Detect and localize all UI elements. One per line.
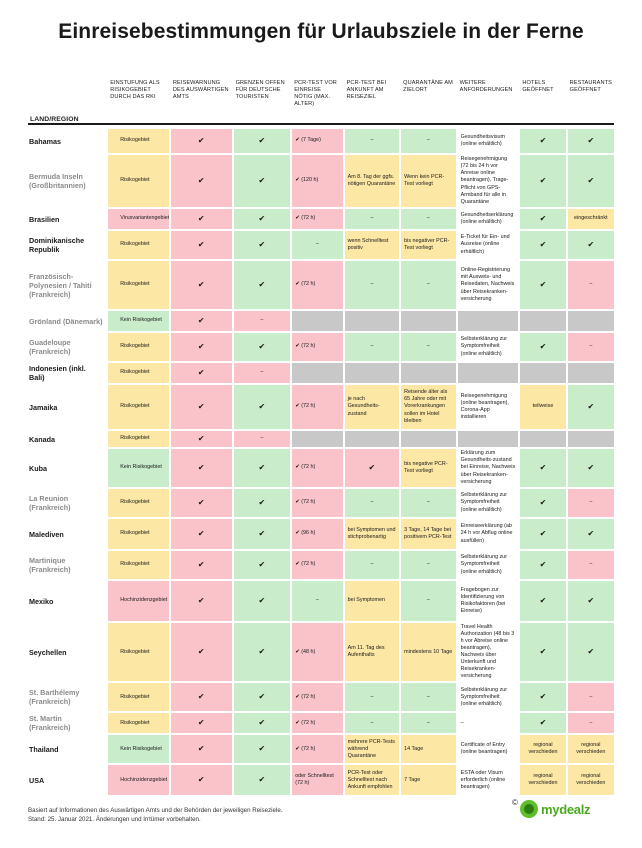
table-cell: ✔	[171, 231, 232, 259]
table-cell: ✔	[520, 155, 565, 207]
table-cell: ✔	[234, 735, 291, 763]
table-cell: ✔	[171, 129, 232, 153]
table-cell: ✔ (72 h)	[292, 261, 342, 309]
table-cell: ✔	[520, 231, 565, 259]
table-cell: ✔ (48 h)	[292, 623, 342, 681]
table-cell: regional verschieden	[568, 765, 614, 795]
page-title: Einreisebestimmungen für Urlaubsziele in der Ferne	[58, 20, 584, 43]
table-cell: ✔	[234, 765, 291, 795]
country-name: Bermuda Inseln (Großbritannien)	[28, 155, 106, 207]
table-cell: Selbsterklärung zur Symptomfreiheit (online erhältlich)	[458, 489, 519, 517]
table-cell: ✔	[234, 231, 291, 259]
table-row	[28, 363, 614, 383]
table-cell: Am 8. Tag der ggfs. nötigen Quarantäne	[345, 155, 400, 207]
table-cell: eingeschränkt	[568, 209, 614, 229]
table-cell: –	[401, 551, 456, 579]
table-cell	[458, 431, 519, 447]
table-cell: ✔	[568, 385, 614, 429]
table-cell: Reisende älter als 65 Jahre oder mit Vorerkrankungen sollen im Hotel bleiben	[401, 385, 456, 429]
table-cell: –	[401, 333, 456, 361]
table-cell: ✔	[234, 551, 291, 579]
table-cell: Kein Risikogebiet	[108, 735, 169, 763]
table-cell: ✔	[234, 209, 291, 229]
table-cell: Risikogebiet	[108, 519, 169, 549]
table-cell: –	[401, 489, 456, 517]
table-cell: 7 Tage	[401, 765, 456, 795]
table-cell: Risikogebiet	[108, 551, 169, 579]
table-cell: –	[401, 713, 456, 733]
table-cell: ✔	[171, 431, 232, 447]
table-row	[28, 209, 614, 229]
copyright-symbol: ©	[512, 798, 518, 807]
column-header: GRENZEN OFFEN FÜR DEUTSCHE TOURISTEN	[235, 80, 285, 100]
table-cell: ✔ (72 h)	[292, 333, 342, 361]
table-row	[28, 449, 614, 487]
table-cell: ✔	[171, 311, 232, 331]
table-cell: Risikogebiet	[108, 129, 169, 153]
footer-note	[28, 806, 428, 825]
table-cell: Gesundheitsvisum (online erhältlich)	[458, 129, 519, 153]
table-cell	[292, 363, 342, 383]
table-cell: –	[292, 581, 342, 621]
country-name: Mexiko	[28, 581, 106, 621]
country-name: Kuba	[28, 449, 106, 487]
table-cell: oder Schnelltest (72 h)	[292, 765, 342, 795]
table-cell: –	[345, 683, 400, 711]
table-cell: Gesundheitserklärung (online erhältlich)	[458, 209, 519, 229]
country-name: Französisch-Polynesien / Tahiti (Frankreich)	[28, 261, 106, 309]
table-cell: ✔	[171, 489, 232, 517]
column-header: RESTAURANTS GEÖFFNET	[569, 80, 612, 93]
table-cell: –	[345, 489, 400, 517]
table-cell: ✔	[234, 581, 291, 621]
table-cell: Erklärung zum Gesundheits-zustand bei Einreise, Nachweis über Reisekranken-versicherung	[458, 449, 519, 487]
table-cell: Kein Risikogebiet	[108, 311, 169, 331]
table-cell: bei Symptomen und stichprobenartig	[345, 519, 400, 549]
country-name: Seychellen	[28, 623, 106, 681]
table-row	[28, 489, 614, 517]
table-cell: –	[568, 489, 614, 517]
table-cell: Am 11. Tag des Aufenthalts	[345, 623, 400, 681]
country-name: Dominikanische Republik	[28, 231, 106, 259]
table-cell: Risikogebiet	[108, 623, 169, 681]
country-name: USA	[28, 765, 106, 795]
table-cell: ✔	[234, 519, 291, 549]
table-cell: Risikogebiet	[108, 385, 169, 429]
table-cell: ✔	[520, 261, 565, 309]
table-cell: ✔	[520, 333, 565, 361]
table-row	[28, 581, 614, 621]
footer-date: Stand: 25. Januar 2021. Änderungen und Irrtümer vorbehalten.	[28, 816, 201, 824]
table-cell	[401, 363, 456, 383]
footer-source: Basiert auf Informationen des Auswärtigen Amts und der Behörden der jeweiligen Reiseziele.	[28, 807, 283, 814]
table-cell: ✔	[171, 449, 232, 487]
table-cell: ✔ (96 h)	[292, 519, 342, 549]
table-cell: –	[568, 261, 614, 309]
table-cell	[345, 363, 400, 383]
table-row	[28, 231, 614, 259]
table-cell: ✔	[234, 449, 291, 487]
table-cell: Travel Health Authorization (48 bis 3 h vor Abreise online beantragen), Nachweis über Unterkunft und Reisekranken-versicherung	[458, 623, 519, 681]
table-cell	[568, 363, 614, 383]
table-cell: ✔	[171, 683, 232, 711]
table-cell: ✔	[345, 449, 400, 487]
table-row	[28, 311, 614, 331]
country-name: Bahamas	[28, 129, 106, 153]
table-cell: ✔	[171, 713, 232, 733]
table-cell: ✔	[568, 129, 614, 153]
country-name: Malediven	[28, 519, 106, 549]
table-cell: –	[345, 333, 400, 361]
table-cell: ✔	[520, 683, 565, 711]
table-cell: –	[401, 209, 456, 229]
table-cell: E-Ticket für Ein- und Ausreise (online erhältlich)	[458, 231, 519, 259]
table-cell: ✔	[520, 713, 565, 733]
table-cell: –	[234, 311, 291, 331]
table-cell: Online-Registrierung mit Ausweis- und Reisedaten, Nachweis über Reisekranken-versicherung	[458, 261, 519, 309]
table-cell	[292, 311, 342, 331]
column-header: EINSTUFUNG ALS RISIKOGEBIET DURCH DAS RKI	[110, 80, 160, 100]
table-cell	[345, 311, 400, 331]
table-cell: Hochinzidenzgebiet	[108, 581, 169, 621]
table-cell: ✔	[520, 489, 565, 517]
table-row	[28, 385, 614, 429]
table-cell: –	[345, 209, 400, 229]
table-cell: –	[292, 231, 342, 259]
country-name: St. Barthélemy (Frankreich)	[28, 683, 106, 711]
table-cell: regional verschieden	[520, 765, 565, 795]
table-cell: ✔	[520, 551, 565, 579]
table-cell: ✔ (72 h)	[292, 449, 342, 487]
table-cell: –	[568, 683, 614, 711]
table-cell	[401, 431, 456, 447]
table-cell: –	[401, 683, 456, 711]
table-cell: ✔	[171, 363, 232, 383]
table-cell	[401, 311, 456, 331]
table-row	[28, 129, 614, 153]
table-cell: ✔	[520, 581, 565, 621]
table-row	[28, 551, 614, 579]
table-cell: –	[345, 129, 400, 153]
table-cell: ✔	[171, 551, 232, 579]
table-cell	[458, 311, 519, 331]
table-cell: ✔	[568, 623, 614, 681]
table-cell: Selbsterklärung zur Symptomfreiheit (online erhältlich)	[458, 551, 519, 579]
column-header: LAND/REGION	[30, 115, 79, 123]
table-cell: Risikogebiet	[108, 683, 169, 711]
table-cell: ✔	[520, 623, 565, 681]
country-name: Indonesien (inkl. Bali)	[28, 363, 106, 383]
table-cell: Reisegenehmigung (72 bis 24 h vor Anreise online beantragen), Trage-Pflicht von GPS-Armband für alle in Quarantäne	[458, 155, 519, 207]
table-cell: ✔	[520, 519, 565, 549]
table-cell: Risikogebiet	[108, 363, 169, 383]
table-cell: ✔	[568, 581, 614, 621]
table-body	[28, 129, 614, 795]
column-header: PCR-TEST VOR EINREISE NÖTIG (MAX. ALTER)	[294, 80, 337, 107]
country-name: Thailand	[28, 735, 106, 763]
table-cell: ✔	[520, 129, 565, 153]
table-cell: Risikogebiet	[108, 489, 169, 517]
table-cell: ✔	[171, 209, 232, 229]
table-cell: ✔	[568, 231, 614, 259]
table-cell: 3 Tage, 14 Tage bei positivem PCR-Test	[401, 519, 456, 549]
table-cell: ✔ (72 h)	[292, 683, 342, 711]
table-cell: ✔	[171, 623, 232, 681]
table-cell: ✔	[171, 261, 232, 309]
table-cell: Risikogebiet	[108, 155, 169, 207]
table-cell: Certificate of Entry (online beantragen)	[458, 735, 519, 763]
table-cell: bis negativer PCR-Test vorliegt	[401, 231, 456, 259]
table-cell: 14 Tage	[401, 735, 456, 763]
table-cell: wenn Schnelltest positiv	[345, 231, 400, 259]
table-header-row	[28, 76, 614, 127]
table-cell: –	[401, 581, 456, 621]
column-header: REISEWARNUNG DES AUSWÄRTIGEN AMTS	[172, 80, 229, 100]
logo-text: mydealz	[541, 801, 591, 817]
table-cell: ✔	[234, 385, 291, 429]
country-name: Grönland (Dänemark)	[28, 311, 106, 331]
table-cell: PCR-Test oder Schnelltest nach Ankunft empfohlen	[345, 765, 400, 795]
table-cell: ✔	[171, 581, 232, 621]
table-cell: Risikogebiet	[108, 231, 169, 259]
mydealz-logo	[520, 800, 590, 818]
table-cell: ✔	[568, 449, 614, 487]
table-cell: ✔ (72 h)	[292, 713, 342, 733]
table-cell: ✔ (72 h)	[292, 735, 342, 763]
table-cell	[568, 311, 614, 331]
table-row	[28, 765, 614, 795]
table-cell: ✔	[520, 449, 565, 487]
entry-rules-table	[26, 74, 616, 797]
table-cell: ✔	[234, 333, 291, 361]
table-cell: ✔	[234, 489, 291, 517]
country-name: Brasilien	[28, 209, 106, 229]
table-cell: Risikogebiet	[108, 713, 169, 733]
table-cell	[458, 363, 519, 383]
table-cell: ✔ (7 Tage)	[292, 129, 342, 153]
table-cell: ✔	[520, 209, 565, 229]
table-cell: Einreiseerklärung (ab 24 h vor Abflug online ausfüllen)	[458, 519, 519, 549]
table-cell: je nach Gesundheits-zustand	[345, 385, 400, 429]
table-cell: –	[234, 363, 291, 383]
header-divider	[28, 123, 614, 125]
table-cell: ✔ (120 h)	[292, 155, 342, 207]
table-cell: Fragebogen zur Identifizierung von Risikofaktoren (bei Einreise)	[458, 581, 519, 621]
table-cell: ✔	[234, 129, 291, 153]
table-cell: ✔	[171, 155, 232, 207]
column-header: QUARANTÄNE AM ZIELORT	[403, 80, 453, 93]
table-cell: regional verschieden	[520, 735, 565, 763]
country-name: La Reunion (Frankreich)	[28, 489, 106, 517]
table-cell: Selbsterklärung zur Symptomfreiheit (online erhältlich)	[458, 333, 519, 361]
table-cell: Virusvariantengebiet	[108, 209, 169, 229]
table-cell: Hochinzidenzgebiet	[108, 765, 169, 795]
column-header: HOTELS GEÖFFNET	[522, 80, 554, 93]
table-cell: ✔	[171, 765, 232, 795]
table-cell: ✔	[234, 623, 291, 681]
table-row	[28, 333, 614, 361]
table-row	[28, 261, 614, 309]
table-cell	[345, 431, 400, 447]
table-cell: ✔ (72 h)	[292, 551, 342, 579]
table-cell: Reisegenehmigung (online beantragen), Corona-App installieren	[458, 385, 519, 429]
table-cell: ✔	[568, 519, 614, 549]
table-row	[28, 155, 614, 207]
table-cell	[520, 311, 565, 331]
country-name: Jamaika	[28, 385, 106, 429]
table-cell: Selbsterklärung zur Symptomfreiheit (online erhältlich)	[458, 683, 519, 711]
table-row	[28, 735, 614, 763]
country-name: Martinique (Frankreich)	[28, 551, 106, 579]
table-row	[28, 683, 614, 711]
table-cell: –	[345, 261, 400, 309]
table-cell: ✔	[234, 261, 291, 309]
table-cell: ✔ (72 h)	[292, 489, 342, 517]
table-cell	[520, 431, 565, 447]
table-cell: –	[345, 713, 400, 733]
table-cell: –	[568, 713, 614, 733]
table-cell: –	[401, 261, 456, 309]
column-header: PCR-TEST BEI ANKUNFT AM REISEZIEL	[346, 80, 387, 100]
table-cell: ESTA oder Visum erforderlich (online beantragen)	[458, 765, 519, 795]
table-cell: Kein Risikogebiet	[108, 449, 169, 487]
table-cell: Wenn kein PCR-Test vorliegt	[401, 155, 456, 207]
table-cell: –	[234, 431, 291, 447]
table-cell: bis negative PCR-Test vorliegt	[401, 449, 456, 487]
entry-rules-table-wrapper	[26, 74, 616, 797]
table-cell	[292, 431, 342, 447]
table-cell: ✔	[171, 735, 232, 763]
table-cell: mehrere PCR-Tests während Quarantäne	[345, 735, 400, 763]
country-name: Kanada	[28, 431, 106, 447]
table-row	[28, 713, 614, 733]
table-cell: –	[458, 713, 519, 733]
table-cell: Risikogebiet	[108, 333, 169, 361]
logo-mark-icon	[520, 800, 538, 818]
table-cell	[520, 363, 565, 383]
table-cell: ✔	[234, 155, 291, 207]
table-cell: ✔ (72 h)	[292, 385, 342, 429]
table-cell: ✔	[234, 713, 291, 733]
table-row	[28, 431, 614, 447]
table-cell: ✔	[171, 385, 232, 429]
table-cell: ✔	[171, 333, 232, 361]
table-cell	[568, 431, 614, 447]
table-cell: –	[568, 333, 614, 361]
country-name: St. Martin (Frankreich)	[28, 713, 106, 733]
table-cell: –	[401, 129, 456, 153]
table-cell: mindestens 10 Tage	[401, 623, 456, 681]
table-cell: ✔	[234, 683, 291, 711]
table-cell: regional verschieden	[568, 735, 614, 763]
table-row	[28, 623, 614, 681]
table-cell: ✔ (72 h)	[292, 209, 342, 229]
table-cell: –	[345, 551, 400, 579]
table-cell: ✔	[171, 519, 232, 549]
table-row	[28, 519, 614, 549]
table-cell: ✔	[568, 155, 614, 207]
table-cell: Risikogebiet	[108, 431, 169, 447]
table-cell: teilweise	[520, 385, 565, 429]
column-header: WEITERE ANFORDERUNGEN	[459, 80, 513, 93]
table-cell: bei Symptomen	[345, 581, 400, 621]
table-cell: Risikogebiet	[108, 261, 169, 309]
country-name: Guadeloupe (Frankreich)	[28, 333, 106, 361]
table-cell: –	[568, 551, 614, 579]
